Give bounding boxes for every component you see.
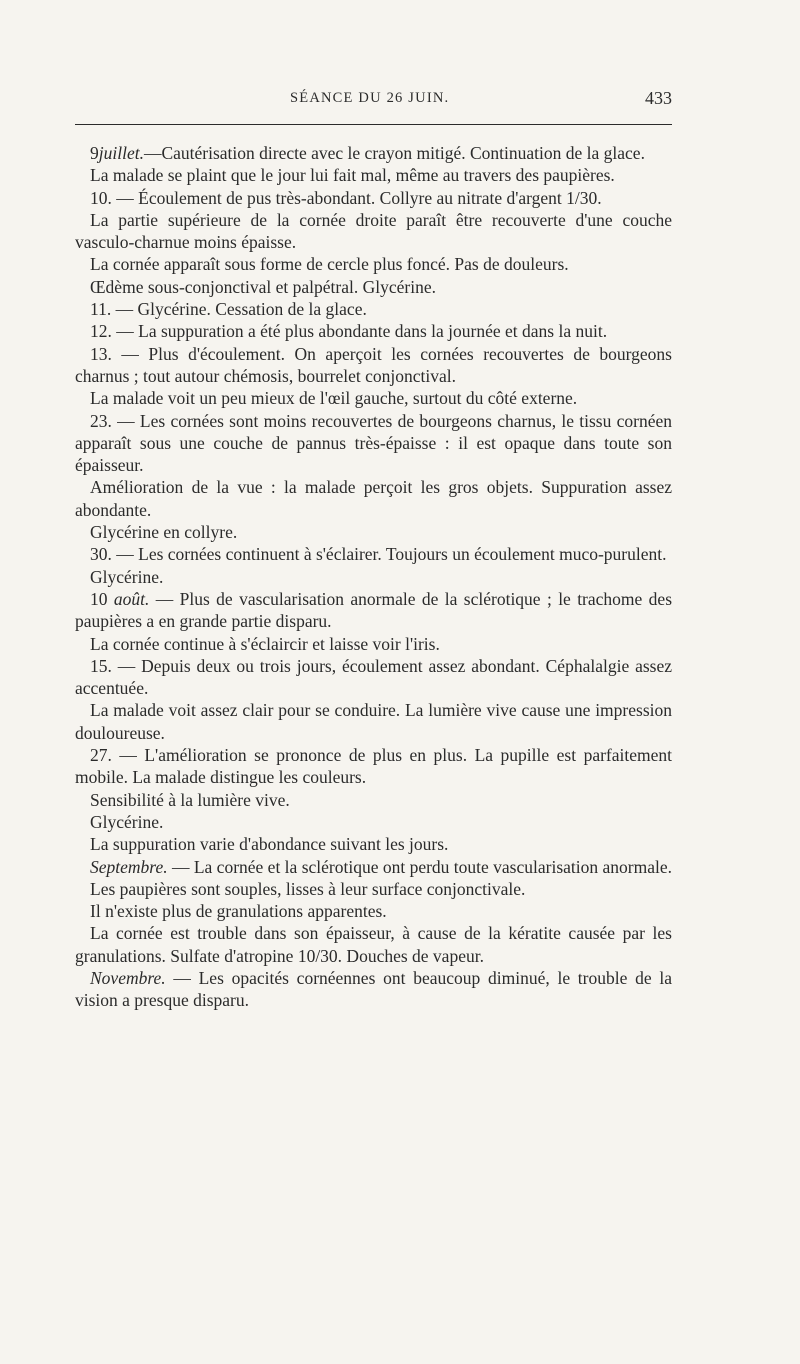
paragraph bbox=[75, 276, 672, 298]
paragraph-text: Glycérine en collyre. bbox=[90, 522, 238, 543]
paragraph-text: Il n'existe plus de granulations apparentes. bbox=[90, 901, 387, 922]
paragraph-text: La cornée est trouble dans son épaisseur, à cause de la kératite causée par les granulations. Sulfate d'atropine 10/30. Douches de vapeur. bbox=[75, 923, 672, 966]
paragraph-text: Glycérine. bbox=[90, 811, 164, 832]
paragraph-date: août. bbox=[113, 588, 150, 609]
paragraph-lead: 9 bbox=[90, 143, 99, 163]
paragraph bbox=[75, 343, 672, 388]
paragraph-text: 12. — La suppuration a été plus abondante dans la journée et dans la nuit. bbox=[90, 321, 608, 342]
paragraph-text: 23. — Les cornées sont moins recouvertes de bourgeons charnus, le tissu cornéen apparaît sous une couche de pannus très-épaisse : il est opaque dans toute son épaisseur. bbox=[75, 410, 672, 476]
paragraph-text: Sensibilité à la lumière vive. bbox=[90, 789, 290, 810]
paragraph-text: — Plus de vascularisation anormale de la sclérotique ; le trachome des paupières a en grande partie disparu. bbox=[75, 588, 673, 632]
paragraph bbox=[75, 566, 672, 588]
running-head bbox=[75, 88, 672, 116]
paragraph-text: —Cautérisation directe avec le crayon mitigé. Continuation de la glace. bbox=[143, 143, 645, 163]
paragraph-text: La malade voit un peu mieux de l'œil gauche, surtout du côté externe. bbox=[90, 388, 578, 409]
paragraph-text: La cornée apparaît sous forme de cercle plus foncé. Pas de douleurs. bbox=[90, 254, 569, 275]
paragraph-text: La suppuration varie d'abondance suivant les jours. bbox=[90, 834, 449, 855]
paragraph-text: 27. — L'amélioration se prononce de plus en plus. La pupille est parfaitement mobile. La malade distingue les couleurs. bbox=[75, 745, 672, 788]
paragraph-text: La cornée continue à s'éclaircir et laisse voir l'iris. bbox=[90, 633, 440, 654]
paragraph-text: 30. — Les cornées continuent à s'éclairer. Toujours un écoulement muco-purulent. bbox=[90, 544, 667, 565]
paragraph-lead: 10 bbox=[90, 588, 114, 609]
paragraph bbox=[75, 633, 672, 655]
paragraph-text: Glycérine. bbox=[90, 566, 164, 587]
paragraph bbox=[75, 811, 672, 833]
paragraph-date: Novembre. bbox=[90, 967, 166, 988]
paragraph bbox=[75, 699, 672, 744]
paragraph bbox=[75, 320, 672, 342]
paragraph bbox=[75, 967, 672, 1012]
paragraph bbox=[75, 789, 672, 811]
body-text bbox=[75, 142, 672, 1012]
paragraph-text: 15. — Depuis deux ou trois jours, écoulement assez abondant. Céphalalgie assez accentuée. bbox=[75, 655, 672, 699]
paragraph-date: juillet. bbox=[98, 143, 144, 163]
paragraph bbox=[75, 588, 672, 633]
paragraph bbox=[75, 521, 672, 543]
paragraph-text: Amélioration de la vue : la malade perçoit les gros objets. Suppuration assez abondante. bbox=[75, 477, 672, 520]
paragraph bbox=[75, 655, 672, 700]
paragraph bbox=[75, 476, 672, 521]
paragraph-text: 11. — Glycérine. Cessation de la glace. bbox=[90, 299, 367, 320]
paragraph bbox=[75, 543, 672, 565]
paragraph bbox=[75, 187, 672, 209]
paragraph bbox=[75, 387, 672, 409]
paragraph bbox=[75, 833, 672, 855]
paragraph-text: 13. — Plus d'écoulement. On aperçoit les cornées recouvertes de bourgeons charnus ; tout autour chémosis, bourrelet conjonctival. bbox=[75, 343, 672, 386]
paragraph-text: La partie supérieure de la cornée droite paraît être recouverte d'une couche vasculo-charnue moins épaisse. bbox=[75, 209, 672, 253]
paragraph-text: La malade se plaint que le jour lui fait mal, même au travers des paupières. bbox=[90, 165, 615, 186]
paragraph bbox=[75, 878, 672, 900]
paragraph bbox=[75, 922, 672, 967]
paragraph bbox=[75, 209, 672, 254]
paragraph-text: Œdème sous-conjonctival et palpétral. Glycérine. bbox=[90, 276, 436, 297]
paragraph-text: — Les opacités cornéennes ont beaucoup diminué, le trouble de la vision a presque disparu. bbox=[75, 967, 672, 1011]
running-title: SÉANCE DU 26 JUIN. bbox=[290, 90, 450, 106]
paragraph bbox=[75, 298, 672, 320]
paragraph bbox=[75, 410, 672, 477]
page-number: 433 bbox=[645, 88, 672, 108]
paragraph-text: La malade voit assez clair pour se conduire. La lumière vive cause une impression douloureuse. bbox=[75, 700, 672, 743]
header-rule bbox=[75, 124, 672, 125]
paragraph bbox=[75, 142, 672, 164]
paragraph bbox=[75, 253, 672, 275]
paragraph-date: Septembre. bbox=[90, 856, 168, 877]
paragraph bbox=[75, 856, 672, 878]
paragraph bbox=[75, 164, 672, 186]
paragraph-text: — La cornée et la sclérotique ont perdu toute vascularisation anormale. bbox=[167, 856, 672, 877]
paragraph-text: 10. — Écoulement de pus très-abondant. Collyre au nitrate d'argent 1/30. bbox=[90, 187, 602, 208]
paragraph bbox=[75, 900, 672, 922]
paragraph bbox=[75, 744, 672, 789]
paragraph-text: Les paupières sont souples, lisses à leur surface conjonctivale. bbox=[90, 878, 526, 899]
